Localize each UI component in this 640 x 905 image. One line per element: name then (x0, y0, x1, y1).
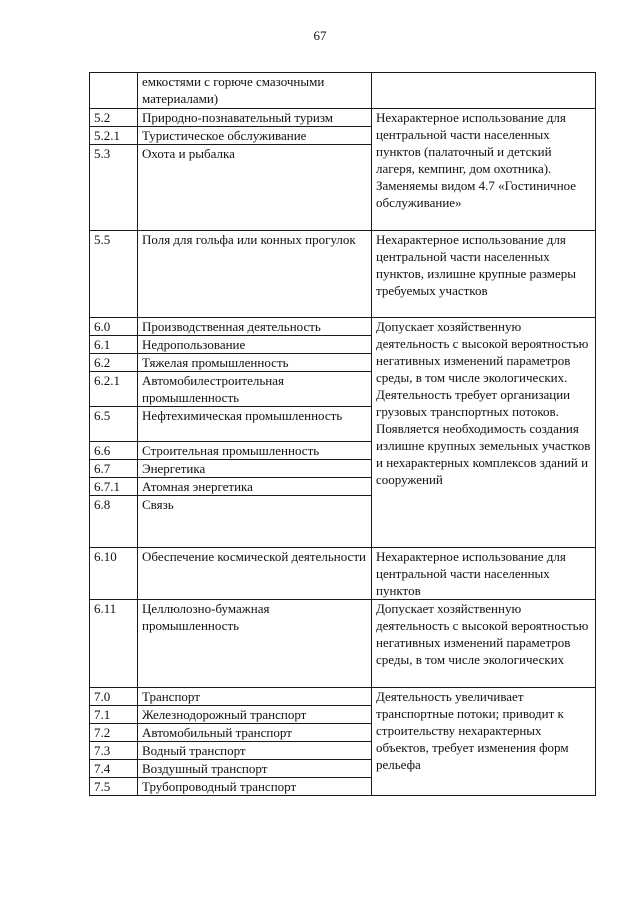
row-code: 6.0 (90, 318, 138, 336)
land-use-table (89, 72, 596, 796)
row-code: 6.7 (90, 460, 138, 478)
row-name: Транспорт (138, 688, 372, 706)
row-name: Связь (138, 496, 372, 548)
row-code: 7.5 (90, 778, 138, 796)
table-row (90, 231, 596, 318)
row-description: Деятельность увеличивает транспортные потоки; приводит к строительству нехарактерных объектов, требует изменения форм рельефа (372, 688, 596, 796)
row-description: Допускает хозяйственную деятельность с высокой вероятностью негативных изменений параметров среды, в том числе экологических. Деятельность требует организации грузовых транспортных потоков. Появляется необходимость создания излишне крупных земельных участков и нехарактерных комплексов зданий и сооружений (372, 318, 596, 548)
page-number: 67 (313, 28, 327, 43)
row-name: Природно-познавательный туризм (138, 109, 372, 127)
row-description: Допускает хозяйственную деятельность с высокой вероятностью негативных изменений параметров среды, в том числе экологических (372, 600, 596, 688)
row-code: 6.2.1 (90, 372, 138, 407)
row-code: 6.6 (90, 442, 138, 460)
row-code: 5.5 (90, 231, 138, 318)
row-code: 6.2 (90, 354, 138, 372)
row-name: Строительная промышленность (138, 442, 372, 460)
row-name: Тяжелая промышленность (138, 354, 372, 372)
table-row (90, 318, 596, 336)
row-name: Автомобилестроительная промышленность (138, 372, 372, 407)
row-code: 6.11 (90, 600, 138, 688)
table-row (90, 688, 596, 706)
row-code: 5.2.1 (90, 127, 138, 145)
row-name: Поля для гольфа или конных прогулок (138, 231, 372, 318)
row-code: 7.4 (90, 760, 138, 778)
row-name: Трубопроводный транспорт (138, 778, 372, 796)
row-description: Нехарактерное использование для центральной части населенных пунктов, излишне крупные размеры требуемых участков (372, 231, 596, 318)
row-name: Атомная энергетика (138, 478, 372, 496)
row-name: Железнодорожный транспорт (138, 706, 372, 724)
row-name: Недропользование (138, 336, 372, 354)
row-code: 5.2 (90, 109, 138, 127)
row-code (90, 73, 138, 109)
row-description: Нехарактерное использование для центральной части населенных пунктов (372, 548, 596, 600)
row-name: Туристическое обслуживание (138, 127, 372, 145)
row-name: Обеспечение космической деятельности (138, 548, 372, 600)
table-row (90, 109, 596, 127)
table-row (90, 600, 596, 688)
row-name: емкостями с горюче смазочными материалами) (138, 73, 372, 109)
row-name: Энергетика (138, 460, 372, 478)
row-name: Охота и рыбалка (138, 145, 372, 231)
row-name: Водный транспорт (138, 742, 372, 760)
table-row (90, 73, 596, 109)
row-name: Производственная деятельность (138, 318, 372, 336)
row-code: 6.5 (90, 407, 138, 442)
row-code: 7.0 (90, 688, 138, 706)
row-code: 6.1 (90, 336, 138, 354)
row-code: 6.8 (90, 496, 138, 548)
row-name: Нефтехимическая промышленность (138, 407, 372, 442)
row-name: Целлюлозно-бумажная промышленность (138, 600, 372, 688)
row-description: Нехарактерное использование для центральной части населенных пунктов (палаточный и детский лагеря, кемпинг, дом охотника). Заменяемы видом 4.7 «Гостиничное обслуживание» (372, 109, 596, 231)
row-code: 6.7.1 (90, 478, 138, 496)
row-code: 6.10 (90, 548, 138, 600)
row-code: 7.2 (90, 724, 138, 742)
row-code: 7.3 (90, 742, 138, 760)
table-row (90, 548, 596, 600)
row-code: 7.1 (90, 706, 138, 724)
row-name: Автомобильный транспорт (138, 724, 372, 742)
row-description (372, 73, 596, 109)
row-name: Воздушный транспорт (138, 760, 372, 778)
row-code: 5.3 (90, 145, 138, 231)
